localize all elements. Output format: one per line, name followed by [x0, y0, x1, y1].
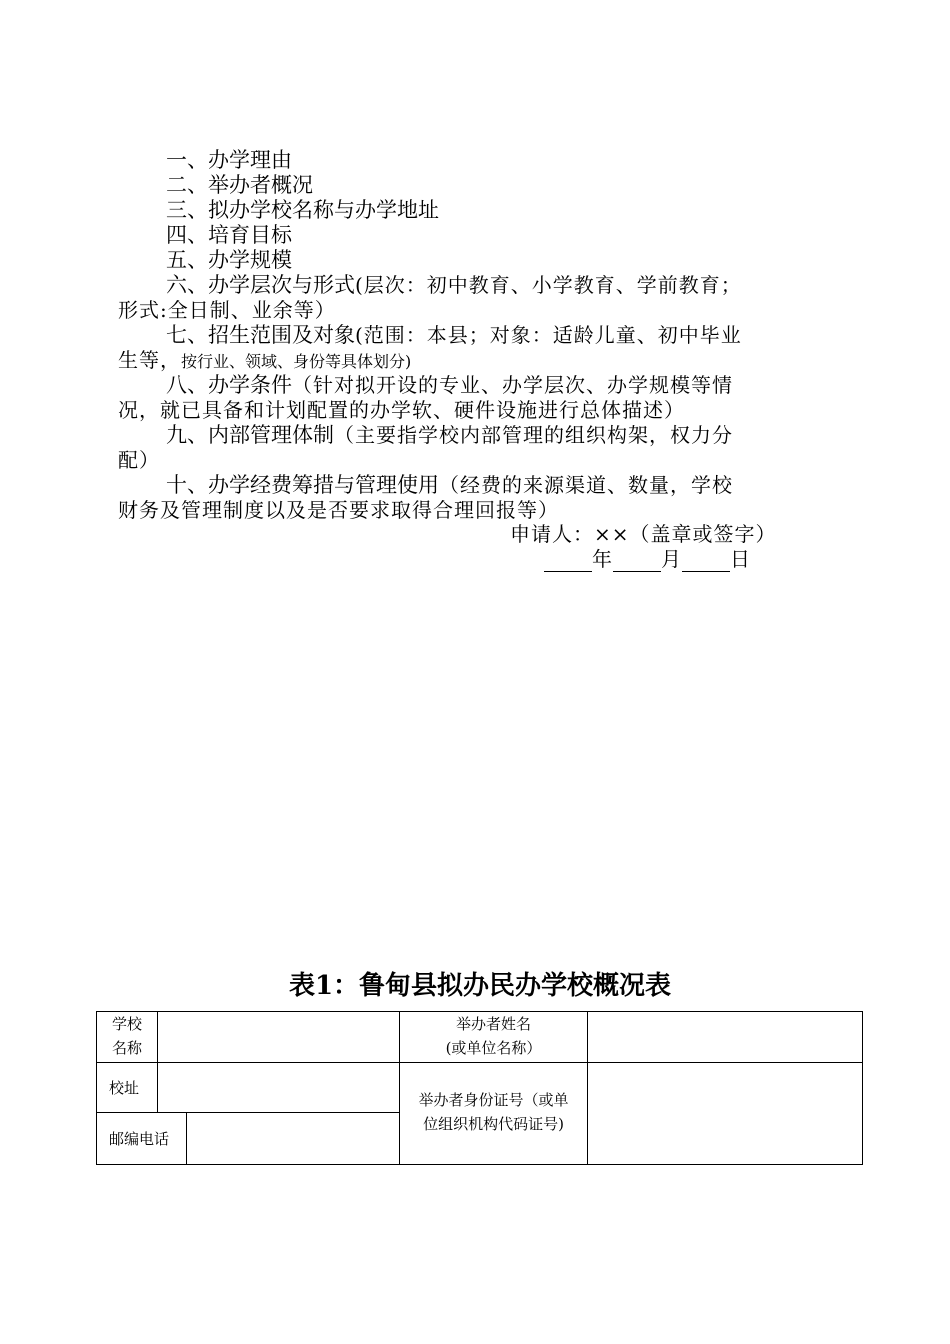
- year-blank: [544, 551, 592, 572]
- item-heading: 九、内部管理体制: [166, 423, 334, 447]
- item-heading: 十、办学经费筹措与管理使用: [166, 473, 439, 497]
- item-heading: 六、办学层次与形式: [166, 273, 355, 297]
- item-heading: 五、办学规模: [166, 248, 292, 272]
- item-3: [166, 198, 833, 223]
- school-name-label-cell: [96, 1011, 158, 1063]
- month-label: 月: [661, 547, 682, 571]
- address-label-cell: [96, 1062, 158, 1113]
- address-label: 校址: [109, 1079, 140, 1097]
- item-7-cont: [118, 348, 833, 374]
- item-heading: 二、举办者概况: [166, 173, 313, 197]
- postcode-phone-label: 邮编电话: [109, 1130, 170, 1148]
- item-detail: 况，就已具备和计划配置的办学软、硬件设施进行总体描述）: [118, 398, 685, 422]
- item-4: [166, 223, 833, 248]
- item-8: [166, 373, 833, 398]
- sponsor-id-label-2: 位组织机构代码证号): [423, 1115, 564, 1133]
- sponsor-name-label: 举办者姓名: [455, 1015, 531, 1033]
- item-6-cont: [118, 298, 833, 323]
- item-detail: 财务及管理制度以及是否要求取得合理回报等）: [118, 498, 559, 522]
- item-9: [166, 423, 833, 448]
- item-6: [166, 273, 833, 298]
- applicant-signature: 申请人：××（盖章或签字）: [510, 522, 777, 546]
- postcode-phone-field[interactable]: [186, 1112, 400, 1165]
- item-2: [166, 173, 833, 198]
- item-heading: 一、办学理由: [166, 148, 292, 172]
- item-detail-small: 按行业、领域、身份等具体划分): [181, 352, 412, 371]
- item-detail: （主要指学校内部管理的组织构架，权力分: [334, 423, 733, 447]
- sponsor-id-label-cell: [399, 1062, 588, 1165]
- item-10: [166, 473, 833, 498]
- item-7: [166, 323, 833, 348]
- month-blank: [613, 551, 661, 572]
- item-detail: 生等，: [118, 348, 181, 372]
- postcode-phone-label-cell: [96, 1112, 187, 1165]
- item-detail: (范围：本县；对象：适龄儿童、初中毕业: [355, 323, 742, 347]
- item-detail: （经费的来源渠道、数量，学校: [439, 473, 733, 497]
- school-name-label: 学校: [111, 1015, 142, 1033]
- school-name-field[interactable]: [157, 1011, 400, 1063]
- item-heading: 四、培育目标: [166, 223, 292, 247]
- sponsor-id-label: 举办者身份证号（或单: [418, 1091, 569, 1109]
- item-heading: 三、拟办学校名称与办学地址: [166, 198, 439, 222]
- date-line: [544, 547, 804, 572]
- item-detail: (层次：初中教育、小学教育、学前教育；: [355, 273, 742, 297]
- item-5: [166, 248, 833, 273]
- item-10-cont: [118, 498, 833, 523]
- item-detail: 形式:全日制、业余等）: [118, 298, 336, 322]
- day-label: 日: [730, 547, 751, 571]
- address-field[interactable]: [157, 1062, 400, 1113]
- sponsor-name-label-2: (或单位名称）: [445, 1039, 542, 1057]
- sponsor-name-label-cell: [399, 1011, 588, 1063]
- year-label: 年: [592, 547, 613, 571]
- item-detail: 配）: [118, 448, 160, 472]
- sponsor-id-field[interactable]: [587, 1062, 863, 1165]
- item-heading: 八、办学条件: [166, 373, 292, 397]
- day-blank: [682, 551, 730, 572]
- item-9-cont: [118, 448, 833, 473]
- table-title: 表1：鲁甸县拟办民办学校概况表: [288, 971, 672, 1001]
- item-heading: 七、招生范围及对象: [166, 323, 355, 347]
- school-name-label-2: 名称: [111, 1039, 142, 1057]
- sponsor-name-field[interactable]: [587, 1011, 863, 1063]
- item-8-cont: [118, 398, 833, 423]
- item-1: [166, 148, 833, 173]
- item-detail: （针对拟开设的专业、办学层次、办学规模等情: [292, 373, 733, 397]
